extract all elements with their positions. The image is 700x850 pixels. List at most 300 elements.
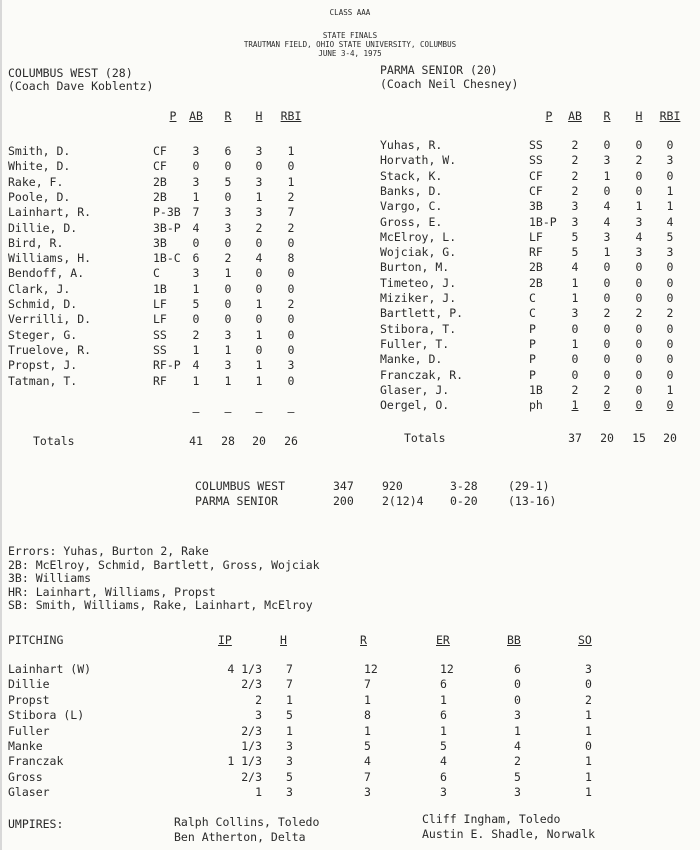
stat-cell: 3 xyxy=(192,144,200,158)
stat-cell: 7 xyxy=(192,205,200,220)
stat-cell: 1 xyxy=(666,382,674,397)
stat-cell: 0 xyxy=(224,312,232,327)
pitching-stat: 4 xyxy=(364,754,371,769)
pitching-header: H xyxy=(280,633,287,647)
pitching-stat: 2 xyxy=(514,754,521,769)
stat-cell: 0 xyxy=(255,342,263,357)
stat-cell: 1 xyxy=(192,373,200,388)
stat-cell: 2 xyxy=(571,138,579,152)
stat-cell: 1 xyxy=(571,291,579,305)
player-position: SS xyxy=(153,327,167,342)
column-header: R xyxy=(224,109,232,123)
stat-cell: 3 xyxy=(255,144,263,158)
line-score-cell: 920 xyxy=(382,479,403,493)
class-label: CLASS AAA xyxy=(329,8,371,17)
player-position: C xyxy=(153,266,160,281)
west-coach: (Coach Dave Koblentz) xyxy=(8,79,154,93)
player-name: Tatman, T. xyxy=(8,373,78,388)
pitching-stat: 3 xyxy=(364,785,371,800)
pitcher-name: Fuller xyxy=(8,723,50,738)
player-position: 2B xyxy=(529,275,543,290)
pitching-header: BB xyxy=(507,633,521,647)
player-position: P xyxy=(529,352,536,367)
innings-pitched: 1 1/3 xyxy=(227,754,262,769)
stat-cell: 0 xyxy=(666,367,674,382)
stat-cell: 0 xyxy=(666,291,674,305)
player-position: P xyxy=(529,367,536,382)
player-name: Stibora, T. xyxy=(380,321,457,336)
pitching-header: SO xyxy=(578,633,592,647)
stat-cell: 0 xyxy=(666,260,674,275)
note-line: HR: Lainhart, Williams, Propst xyxy=(8,584,216,599)
innings-pitched: 1/3 xyxy=(241,739,262,753)
stat-cell: 2 xyxy=(666,306,674,321)
player-name: Clark, J. xyxy=(8,281,71,296)
stat-cell: 0 xyxy=(635,168,643,183)
stat-cell: 1 xyxy=(571,398,579,413)
stat-cell: 5 xyxy=(192,297,200,311)
pitching-stat: 2 xyxy=(585,692,592,707)
player-position: SS xyxy=(153,342,167,357)
stat-cell: 0 xyxy=(603,398,611,413)
column-header: P xyxy=(545,109,553,123)
stat-cell: 3 xyxy=(571,214,579,229)
pitcher-name: Dillie xyxy=(8,677,50,692)
player-name: Glaser, J. xyxy=(380,382,450,397)
stat-cell: 0 xyxy=(635,275,643,290)
player-name: Verrilli, D. xyxy=(8,312,92,327)
pitching-stat: 5 xyxy=(514,769,521,784)
player-position: C xyxy=(529,291,536,305)
umpires-label: UMPIRES: xyxy=(8,817,64,831)
column-header: R xyxy=(603,109,611,123)
stat-cell: 3 xyxy=(666,245,674,260)
stat-cell: 1 xyxy=(255,373,263,388)
stat-cell: 0 xyxy=(603,183,611,198)
stat-cell: 0 xyxy=(255,159,263,174)
player-position: RF-P xyxy=(153,358,181,373)
stat-cell: 5 xyxy=(571,229,579,244)
stat-cell: 3 xyxy=(224,205,232,220)
player-position: 1B xyxy=(153,281,167,296)
pitcher-name: Gross xyxy=(8,769,43,784)
pitching-stat: 3 xyxy=(286,739,293,753)
pitching-stat: 5 xyxy=(364,739,371,753)
pitching-stat: 1 xyxy=(364,692,371,707)
venue: TRAUTMAN FIELD, OHIO STATE UNIVERSITY, COLUMBUS xyxy=(243,40,457,49)
pitcher-name: Lainhart (W) xyxy=(8,662,92,676)
stat-cell: 0 xyxy=(287,266,295,281)
stat-cell: 1 xyxy=(666,183,674,198)
stat-cell: 0 xyxy=(666,138,674,152)
stat-cell: 2 xyxy=(571,168,579,183)
stat-cell: 1 xyxy=(224,266,232,281)
pitching-stat: 3 xyxy=(514,708,521,723)
stat-cell: 5 xyxy=(224,174,232,189)
pitching-stat: 1 xyxy=(585,785,592,800)
note-line: Errors: Yuhas, Burton 2, Rake xyxy=(8,544,209,558)
parma-coach: (Coach Neil Chesney) xyxy=(380,77,519,91)
stat-cell: 2 xyxy=(571,382,579,397)
player-name: Wojciak, G. xyxy=(380,245,457,260)
note-line: 3B: Williams xyxy=(8,571,92,585)
stat-cell: 0 xyxy=(224,189,232,204)
stat-cell: 1 xyxy=(603,168,611,183)
pitcher-name: Glaser xyxy=(8,785,50,800)
total-rule: — xyxy=(192,405,200,419)
stat-cell: 1 xyxy=(255,358,263,373)
stat-cell: 4 xyxy=(255,251,263,266)
stat-cell: 0 xyxy=(603,138,611,152)
stat-cell: 0 xyxy=(635,183,643,198)
stat-cell: 3 xyxy=(224,327,232,342)
stat-cell: 2 xyxy=(635,306,643,321)
stat-cell: 0 xyxy=(635,382,643,397)
page-edge xyxy=(0,0,2,850)
stat-cell: 1 xyxy=(666,199,674,214)
column-header: AB xyxy=(189,109,203,123)
stat-cell: 0 xyxy=(666,275,674,290)
stat-cell: 0 xyxy=(635,321,643,336)
stat-cell: 1 xyxy=(571,275,579,290)
player-name: White, D. xyxy=(8,159,71,174)
stat-cell: 0 xyxy=(287,159,295,174)
stat-cell: 3 xyxy=(287,358,295,373)
stat-cell: 3 xyxy=(224,358,232,373)
stat-cell: 2 xyxy=(571,183,579,198)
pitching-stat: 3 xyxy=(286,785,293,800)
innings-pitched: 4 1/3 xyxy=(227,662,262,676)
stat-cell: 0 xyxy=(192,235,200,250)
stat-cell: 2 xyxy=(192,327,200,342)
stat-cell: 0 xyxy=(224,235,232,250)
total-value: 37 xyxy=(568,431,582,445)
pitching-stat: 1 xyxy=(440,692,447,707)
stat-cell: 0 xyxy=(603,367,611,382)
player-name: Stack, K. xyxy=(380,168,443,183)
stat-cell: 0 xyxy=(635,398,643,413)
player-name: McElroy, L. xyxy=(380,229,457,244)
player-name: Franczak, R. xyxy=(380,367,464,382)
column-header: H xyxy=(635,109,643,123)
stat-cell: 0 xyxy=(287,312,295,327)
stat-cell: 1 xyxy=(224,373,232,388)
column-header: H xyxy=(255,109,263,123)
player-position: CF xyxy=(153,144,167,158)
column-header: RBI xyxy=(280,109,302,123)
stat-cell: 0 xyxy=(635,291,643,305)
stat-cell: 3 xyxy=(635,245,643,260)
stat-cell: 0 xyxy=(255,312,263,327)
pitching-stat: 0 xyxy=(514,677,521,692)
player-position: 1B-C xyxy=(153,251,181,266)
stat-cell: 3 xyxy=(224,220,232,235)
player-name: Timeteo, J. xyxy=(380,275,457,290)
stat-cell: 4 xyxy=(571,260,579,275)
stat-cell: 0 xyxy=(287,281,295,296)
player-name: Lainhart, R. xyxy=(8,205,92,220)
stat-cell: 0 xyxy=(666,398,674,413)
innings-pitched: 2/3 xyxy=(241,769,262,784)
total-rule: — xyxy=(224,405,232,419)
stat-cell: 1 xyxy=(603,245,611,260)
stat-cell: 0 xyxy=(666,168,674,183)
stat-cell: 1 xyxy=(255,189,263,204)
column-header: RBI xyxy=(659,109,681,123)
line-score-cell: 347 xyxy=(333,479,354,493)
total-value: 20 xyxy=(600,431,614,445)
dates: JUNE 3-4, 1975 xyxy=(318,49,382,58)
pitcher-name: Franczak xyxy=(8,754,64,769)
innings-pitched: 2/3 xyxy=(241,677,262,692)
stat-cell: 3 xyxy=(603,229,611,244)
column-header: AB xyxy=(568,109,582,123)
stat-cell: 0 xyxy=(666,321,674,336)
pitching-stat: 1 xyxy=(514,723,521,738)
player-position: CF xyxy=(529,168,543,183)
player-name: Vargo, C. xyxy=(380,199,443,214)
stat-cell: 0 xyxy=(287,235,295,250)
line-score-cell: 200 xyxy=(333,494,354,508)
player-position: P xyxy=(529,336,536,351)
player-name: Propst, J. xyxy=(8,358,78,373)
player-position: C xyxy=(529,306,536,321)
line-score-cell: (29-1) xyxy=(508,479,550,493)
player-position: 3B-P xyxy=(153,220,181,235)
pitching-stat: 7 xyxy=(364,769,371,784)
player-name: Yuhas, R. xyxy=(380,138,443,152)
stat-cell: 1 xyxy=(192,189,200,204)
pitching-stat: 0 xyxy=(585,739,592,753)
stat-cell: 6 xyxy=(224,144,232,158)
umpire-1: Ralph Collins, Toledo xyxy=(174,815,320,829)
stat-cell: 0 xyxy=(666,352,674,367)
stat-cell: 4 xyxy=(603,199,611,214)
total-value: 41 xyxy=(189,434,203,448)
pitching-stat: 3 xyxy=(286,754,293,769)
column-header: P xyxy=(169,109,177,123)
stat-cell: 5 xyxy=(666,229,674,244)
stat-cell: 1 xyxy=(287,174,295,189)
umpire-2: Ben Atherton, Delta xyxy=(174,830,306,844)
line-score-cell: 0-20 xyxy=(450,494,478,508)
player-position: P xyxy=(529,321,536,336)
pitching-stat: 1 xyxy=(585,723,592,738)
player-position: RF xyxy=(153,373,167,388)
stat-cell: 3 xyxy=(192,266,200,281)
stat-cell: 1 xyxy=(571,336,579,351)
stat-cell: 0 xyxy=(192,159,200,174)
stat-cell: 3 xyxy=(255,205,263,220)
stat-cell: 2 xyxy=(603,382,611,397)
player-position: SS xyxy=(529,138,543,152)
player-name: Oergel, O. xyxy=(380,398,450,413)
pitching-stat: 1 xyxy=(585,754,592,769)
stat-cell: 0 xyxy=(571,352,579,367)
player-name: Horvath, W. xyxy=(380,153,457,168)
innings-pitched: 1 xyxy=(255,785,262,800)
stat-cell: 1 xyxy=(287,144,295,158)
stat-cell: 0 xyxy=(255,266,263,281)
stat-cell: 1 xyxy=(635,199,643,214)
innings-pitched: 2/3 xyxy=(241,723,262,738)
stat-cell: 0 xyxy=(635,260,643,275)
totals-label: Totals xyxy=(33,434,75,448)
umpire-3: Cliff Ingham, Toledo xyxy=(422,812,561,826)
stat-cell: 4 xyxy=(635,229,643,244)
pitching-header: IP xyxy=(218,633,232,647)
player-position: 2B xyxy=(529,260,543,275)
pitching-stat: 3 xyxy=(585,662,592,676)
pitching-stat: 6 xyxy=(514,662,521,676)
line-score-cell: 2(12)4 xyxy=(382,494,424,508)
player-name: Bendoff, A. xyxy=(8,266,85,281)
pitching-stat: 4 xyxy=(440,754,447,769)
stat-cell: 1 xyxy=(192,342,200,357)
stat-cell: 0 xyxy=(287,373,295,388)
team-name: COLUMBUS WEST xyxy=(195,479,286,493)
totals-label: Totals xyxy=(404,431,446,445)
player-position: 3B xyxy=(529,199,543,214)
stat-cell: 0 xyxy=(635,352,643,367)
stat-cell: 4 xyxy=(603,214,611,229)
player-position: LF xyxy=(529,229,543,244)
team-name: PARMA SENIOR xyxy=(195,494,279,508)
parma-team-name: PARMA SENIOR (20) xyxy=(380,63,498,77)
player-name: Williams, H. xyxy=(8,251,92,266)
pitching-stat: 6 xyxy=(440,708,447,723)
stat-cell: 7 xyxy=(287,205,295,220)
pitching-stat: 1 xyxy=(286,723,293,738)
stat-cell: 0 xyxy=(635,367,643,382)
pitching-stat: 6 xyxy=(440,677,447,692)
player-name: Bird, R. xyxy=(8,235,64,250)
player-name: Gross, E. xyxy=(380,214,443,229)
stat-cell: 3 xyxy=(255,174,263,189)
innings-pitched: 3 xyxy=(255,708,262,723)
stat-cell: 2 xyxy=(224,251,232,266)
total-rule: — xyxy=(287,405,295,419)
pitching-stat: 4 xyxy=(514,739,521,753)
pitching-stat: 0 xyxy=(514,692,521,707)
stat-cell: 5 xyxy=(571,245,579,260)
stat-cell: 0 xyxy=(192,312,200,327)
pitching-stat: 8 xyxy=(364,708,371,723)
stat-cell: 2 xyxy=(255,220,263,235)
player-name: Fuller, T. xyxy=(380,336,450,351)
stat-cell: 0 xyxy=(571,367,579,382)
stat-cell: 6 xyxy=(192,251,200,266)
stat-cell: 8 xyxy=(287,251,295,266)
stat-cell: 3 xyxy=(571,199,579,214)
player-position: P-3B xyxy=(153,205,181,220)
player-name: Steger, G. xyxy=(8,327,78,342)
stat-cell: 3 xyxy=(635,214,643,229)
pitching-stat: 7 xyxy=(286,677,293,692)
player-position: 1B xyxy=(529,382,543,397)
pitching-stat: 7 xyxy=(364,677,371,692)
stat-cell: 4 xyxy=(192,358,200,373)
stat-cell: 0 xyxy=(635,336,643,351)
stat-cell: 3 xyxy=(603,153,611,168)
stat-cell: 0 xyxy=(287,342,295,357)
pitching-stat: 1 xyxy=(585,708,592,723)
stat-cell: 1 xyxy=(255,327,263,342)
event-title: STATE FINALS xyxy=(322,31,378,40)
pitching-header: ER xyxy=(436,633,450,647)
player-name: Miziker, J. xyxy=(380,291,457,305)
stat-cell: 0 xyxy=(255,235,263,250)
pitching-stat: 1 xyxy=(440,723,447,738)
pitching-stat: 5 xyxy=(440,739,447,753)
player-name: Smith, D. xyxy=(8,144,71,158)
player-position: 2B xyxy=(153,189,167,204)
player-name: Schmid, D. xyxy=(8,297,78,311)
note-line: 2B: McElroy, Schmid, Bartlett, Gross, Wojciak xyxy=(8,557,320,572)
pitching-stat: 3 xyxy=(514,785,521,800)
pitching-stat: 3 xyxy=(440,785,447,800)
umpire-4: Austin E. Shadle, Norwalk xyxy=(422,827,596,841)
stat-cell: 0 xyxy=(287,327,295,342)
stat-cell: 2 xyxy=(287,297,295,311)
stat-cell: 3 xyxy=(571,306,579,321)
player-position: CF xyxy=(529,183,543,198)
player-name: Poole, D. xyxy=(8,189,71,204)
player-position: LF xyxy=(153,312,167,327)
stat-cell: 0 xyxy=(603,291,611,305)
stat-cell: 2 xyxy=(287,220,295,235)
stat-cell: 0 xyxy=(224,281,232,296)
player-position: ph xyxy=(529,398,543,413)
stat-cell: 2 xyxy=(287,189,295,204)
line-score-cell: 3-28 xyxy=(450,479,478,493)
pitching-stat: 1 xyxy=(286,692,293,707)
pitching-stat: 0 xyxy=(585,677,592,692)
player-position: SS xyxy=(529,153,543,168)
pitcher-name: Stibora (L) xyxy=(8,708,85,723)
stat-cell: 0 xyxy=(224,297,232,311)
stat-cell: 3 xyxy=(192,174,200,189)
line-score-cell: (13-16) xyxy=(508,494,557,508)
player-position: 3B xyxy=(153,235,167,250)
player-name: Rake, F. xyxy=(8,174,64,189)
stat-cell: 4 xyxy=(192,220,200,235)
pitching-stat: 1 xyxy=(364,723,371,738)
pitcher-name: Manke xyxy=(8,739,43,753)
pitcher-name: Propst xyxy=(8,692,50,707)
stat-cell: 0 xyxy=(603,321,611,336)
player-position: RF xyxy=(529,245,543,260)
stat-cell: 0 xyxy=(224,159,232,174)
player-position: 2B xyxy=(153,174,167,189)
stat-cell: 1 xyxy=(255,297,263,311)
player-position: 1B-P xyxy=(529,214,557,229)
stat-cell: 0 xyxy=(603,336,611,351)
player-name: Truelove, R. xyxy=(8,342,92,357)
stat-cell: 0 xyxy=(603,260,611,275)
player-name: Bartlett, P. xyxy=(380,306,464,321)
pitching-stat: 12 xyxy=(440,662,454,676)
stat-cell: 2 xyxy=(571,153,579,168)
note-line: SB: Smith, Williams, Rake, Lainhart, McElroy xyxy=(8,598,313,612)
pitching-stat: 5 xyxy=(286,769,293,784)
stat-cell: 2 xyxy=(603,306,611,321)
stat-cell: 0 xyxy=(635,138,643,152)
total-rule: — xyxy=(255,405,263,419)
stat-cell: 3 xyxy=(666,153,674,168)
total-value: 20 xyxy=(663,431,677,445)
pitching-stat: 7 xyxy=(286,662,293,676)
